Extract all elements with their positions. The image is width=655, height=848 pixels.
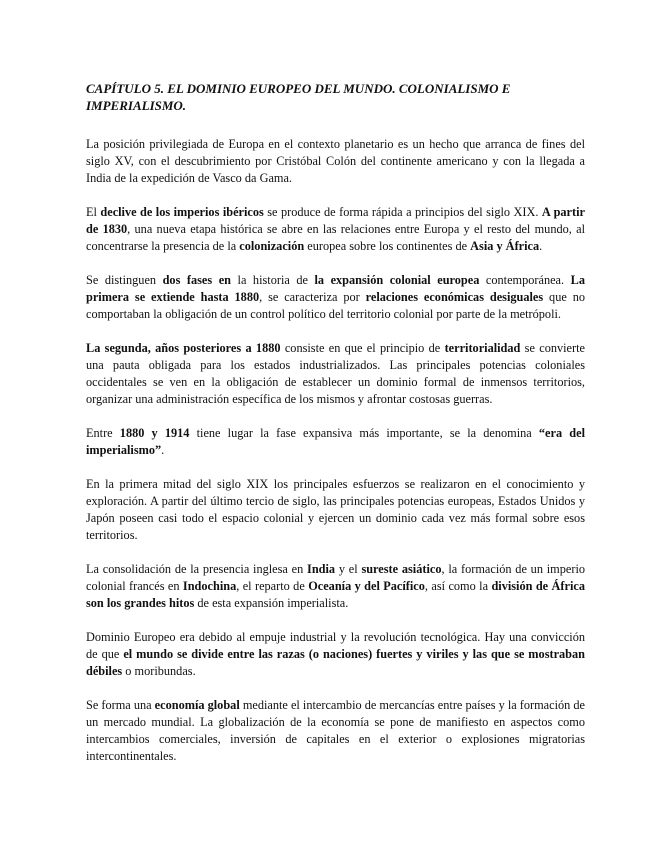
bold-text: India: [307, 562, 336, 576]
paragraph: [86, 561, 585, 612]
text-run: .: [161, 443, 165, 457]
text-run: tiene lugar la fase expansiva más importante, se la denomina: [189, 426, 539, 440]
document-body: [86, 136, 585, 765]
bold-text: declive de los imperios ibéricos: [100, 205, 264, 219]
text-run: El: [86, 205, 101, 219]
text-run: .: [539, 239, 543, 253]
bold-text: economía global: [154, 698, 240, 712]
text-run: que no comportaban la obligación de un control político del territorio colonial por parte de la metrópoli.: [86, 290, 585, 321]
bold-text: La primera se extiende hasta 1880: [86, 273, 585, 304]
text-run: consiste en que el principio de: [280, 341, 445, 355]
paragraph: [86, 204, 585, 255]
bold-text: 1880 y 1914: [119, 426, 190, 440]
bold-text: Oceanía y del Pacífico: [308, 579, 425, 593]
bold-text: A partir de 1830: [86, 205, 585, 236]
text-run: , una nueva etapa histórica se abre en las relaciones entre Europa y el resto del mundo, al concentrarse la presencia de la: [86, 222, 585, 253]
paragraph: [86, 476, 585, 544]
bold-text: Asia y África: [470, 239, 540, 253]
bold-text: la expansión colonial europea: [314, 273, 480, 287]
paragraph: [86, 697, 585, 765]
text-run: Se forma una: [86, 698, 155, 712]
bold-text: “era del imperialismo”: [86, 426, 585, 457]
text-run: de esta expansión imperialista.: [194, 596, 349, 610]
bold-text: La segunda, años posteriores a 1880: [86, 341, 281, 355]
bold-text: dos fases en: [162, 273, 231, 287]
text-run: contemporánea.: [479, 273, 571, 287]
bold-text: relaciones económicas desiguales: [365, 290, 544, 304]
text-run: , así como la: [424, 579, 492, 593]
text-run: Entre: [86, 426, 120, 440]
text-run: Se distinguen: [86, 273, 163, 287]
text-run: la historia de: [231, 273, 315, 287]
bold-text: división de África son los grandes hitos: [86, 579, 585, 610]
text-run: La consolidación de la presencia inglesa en: [86, 562, 308, 576]
bold-text: colonización: [239, 239, 305, 253]
text-run: Dominio Europeo era debido al empuje industrial y la revolución tecnológica. Hay una convicción de que: [86, 630, 585, 661]
paragraph: [86, 425, 585, 459]
text-run: En la primera mitad del siglo XIX los principales esfuerzos se realizaron en el conocimiento y exploración. A partir del último tercio de siglo, las principales potencias europeas, Estados Unidos y Japón poseen casi todo el espacio colonial y ejercen un dominio cada vez más formal sobre esos territorios.: [86, 477, 585, 542]
text-run: , se caracteriza por: [259, 290, 366, 304]
text-run: se produce de forma rápida a principios del siglo XIX.: [263, 205, 542, 219]
bold-text: sureste asiático: [361, 562, 442, 576]
text-run: europea sobre los continentes de: [304, 239, 471, 253]
text-run: , el reparto de: [236, 579, 309, 593]
text-run: mediante el intercambio de mercancías entre países y la formación de un mercado mundial. La globalización de la economía se pone de manifiesto en aspectos como intercambios comerciales, inversión de capitales en el exterior o explosiones migratorias intercontinentales.: [86, 698, 585, 763]
paragraph: [86, 272, 585, 323]
text-run: y el: [335, 562, 362, 576]
paragraph: [86, 136, 585, 187]
bold-text: Indochina: [182, 579, 237, 593]
chapter-title: CAPÍTULO 5. EL DOMINIO EUROPEO DEL MUNDO. COLONIALISMO E IMPERIALISMO.: [86, 81, 511, 113]
text-run: o moribundas.: [122, 664, 196, 678]
paragraph: [86, 340, 585, 408]
paragraph: [86, 629, 585, 680]
text-run: , la formación de un imperio colonial francés en: [86, 562, 586, 593]
bold-text: el mundo se divide entre las razas (o naciones) fuertes y viriles y las que se mostraban débiles: [86, 647, 586, 678]
text-run: La posición privilegiada de Europa en el contexto planetario es un hecho que arranca de fines del siglo XV, con el descubrimiento por Cristóbal Colón del continente americano y con la llegada a India de la expedición de Vasco da Gama.: [86, 137, 585, 185]
text-run: se convierte una pauta obligada para los estados industrializados. Las principales potencias coloniales occidentales se ven en la obligación de establecer un dominio formal de inmensos territorios, organizar una administración específica de los mismos y afrontar costosas guerras.: [86, 341, 585, 406]
bold-text: territorialidad: [444, 341, 521, 355]
